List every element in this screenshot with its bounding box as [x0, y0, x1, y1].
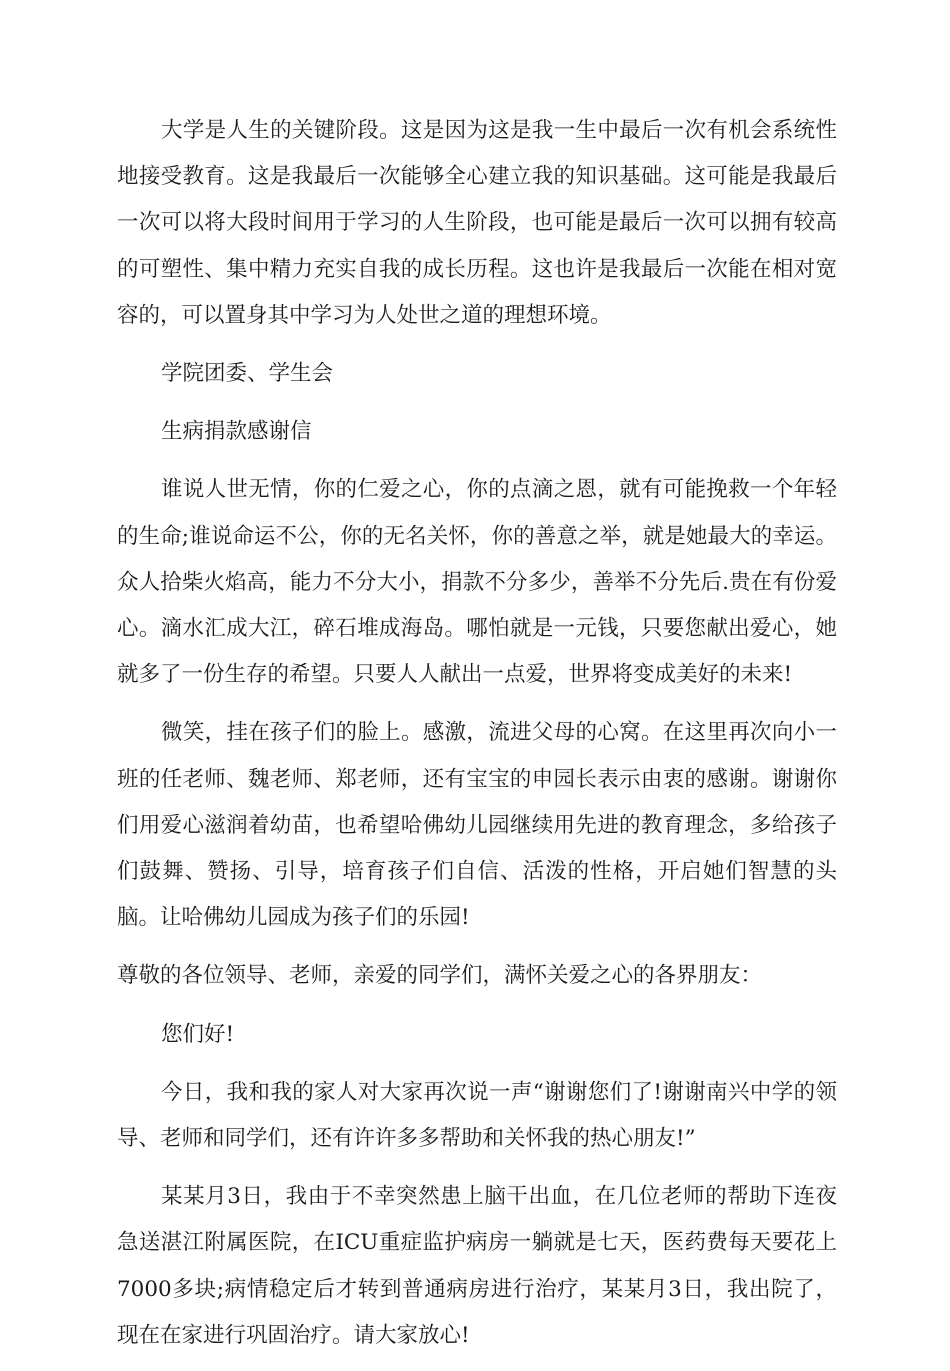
paragraph-kindergarten: 微笑，挂在孩子们的脸上。感激，流进父母的心窝。在这里再次向小一班的任老师、魏老师、郑老师，还有宝宝的申园长表示由衷的感谢。谢谢你们用爱心滋润着幼苗，也希望哈佛幼儿园继续用先进的教育理念，多给孩子们鼓舞、赞扬、引导，培育孩子们自信、活泼的性格，开启她们智慧的头脑。让哈佛幼儿园成为孩子们的乐园!	[117, 720, 837, 931]
letter-title: 生病捐款感谢信	[161, 419, 312, 445]
paragraph-donation: 谁说人世无情，你的仁爱之心，你的点滴之恩，就有可能挽救一个年轻的生命;谁说命运不公，你的无名关怀，你的善意之举，就是她最大的幸运。众人拾柴火焰高，能力不分大小，捐款不分多少，善举不分先后.贵在有份爱心。滴水汇成大江，碎石堆成海岛。哪怕就是一元钱，只要您献出爱心，她就多了一份生存的希望。只要人人献出一点爱，世界将变成美好的未来!	[117, 477, 837, 688]
paragraph-illness: 某某月3日，我由于不幸突然患上脑干出血，在几位老师的帮助下连夜急送湛江附属医院，在ICU重症监护病房一躺就是七天，医药费每天要花上7000多块;病情稳定后才转到普通病房进行治疗，某某月3日，我出院了，现在在家进行巩固治疗。请大家放心!	[117, 1184, 837, 1348]
paragraph-signature: 学院团委、学生会	[161, 361, 334, 387]
salutation: 尊敬的各位领导、老师，亲爱的同学们，满怀关爱之心的各界朋友：	[117, 963, 763, 989]
greeting: 您们好!	[161, 1021, 235, 1047]
paragraph-thanks: 今日，我和我的家人对大家再次说一声“谢谢您们了!谢谢南兴中学的领导、老师和同学们，还有许许多多帮助和关怀我的热心朋友!”	[117, 1079, 837, 1152]
document-body	[117, 108, 837, 1371]
paragraph-university: 大学是人生的关键阶段。这是因为这是我一生中最后一次有机会系统性地接受教育。这是我最后一次能够全心建立我的知识基础。这可能是我最后一次可以将大段时间用于学习的人生阶段，也可能是最后一次可以拥有较高的可塑性、集中精力充实自我的成长历程。这也许是我最后一次能在相对宽容的，可以置身其中学习为人处世之道的理想环境。	[117, 118, 837, 328]
